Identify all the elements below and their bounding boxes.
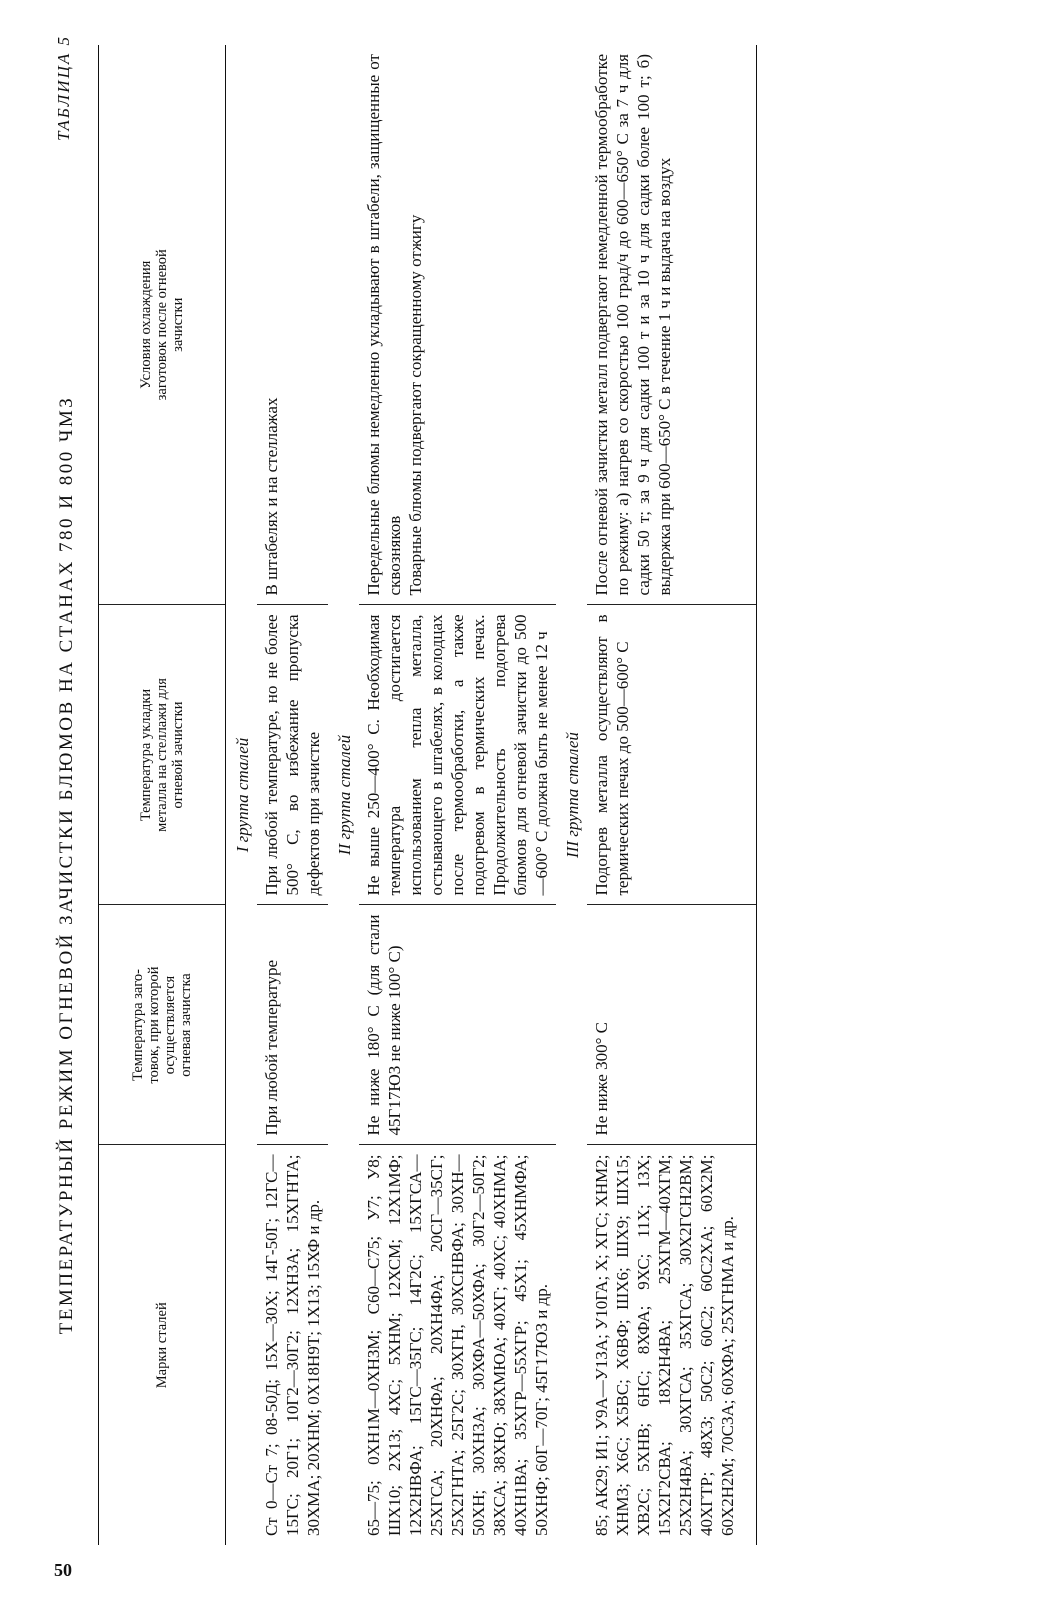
- group-1-label: I группа сталей: [233, 737, 252, 853]
- header-steel-grades: Марки сталей: [99, 1145, 226, 1545]
- table-row: [587, 45, 757, 1545]
- group-heading-row: [556, 45, 587, 1545]
- table-row: [359, 45, 556, 1545]
- group-3-cooling: После огневой зачистки металл подвергают немедленной термообработке по режиму: а) нагрев со скоростью 100 град/ч до 600—650° С за 7 ч для садки 50 т; за 9 ч для садки 100 т и за 10 ч для садки более 100 т; б) выдержка при 600—650° С в течение 1 ч и выдача на воздух: [587, 45, 757, 605]
- group-heading-row: [328, 45, 359, 1545]
- group-2-processing-temperature: Не ниже 180° С (для стали 45Г17Ю3 не ниже 100° С): [359, 905, 556, 1145]
- header-processing-temperature: Температура заго- товок, при которой осуществляется огневая зачистка: [99, 905, 226, 1145]
- header-cooling-conditions: Условия охлаждения заготовок после огневой зачистки: [99, 45, 226, 605]
- group-3-rack-temperature: Подогрев металла осуществляют в термических печах до 500—600° С: [587, 605, 757, 905]
- rotated-table-page: [50, 35, 1010, 1545]
- group-1-cooling: В штабелях и на стеллажах: [257, 45, 328, 605]
- group-3-processing-temperature: Не ниже 300° С: [587, 905, 757, 1145]
- group-3-label: III группа сталей: [563, 732, 582, 858]
- header-rack-temperature: Температура укладки металла на стеллажи для огневой зачистки: [99, 605, 226, 905]
- title-row: [50, 35, 94, 1545]
- group-1-steels: Ст 0—Ст 7; 08-50Д; 15Х—30Х; 14Г-50Г; 12ГС—15ГС; 20Г1; 10Г2—30Г2; 12ХН3А; 15ХГНТА; 30ХМА; 20ХНМ; 0Х18Н9Т; 1Х13; 15ХФ и др.: [262, 1154, 323, 1536]
- group-heading-row: [226, 45, 258, 1545]
- group-2-steels: 65—75; 0ХН1М—0ХН3М; С60—С75; У7; У8; ШХ10; 2Х13; 4ХС; 5ХНМ; 12ХСМ; 12Х1МФ; 12Х2НВФА; 15ГС—35ГС; 14Г2С; 15ХГСА—25ХГСА; 20ХНФА; 20ХН4ФА; 20СГ—35СГ; 25Х2ГНТА; 25Г2С; 30ХГН, 30ХСНВФА; 30ХН—50ХН; 30ХН3А; 30ХФА—50ХФА; 30Г2—50Г2; 38ХСА; 38ХЮ; 38ХМЮА; 40ХГ; 40ХС; 40ХНМА; 40ХН1ВА; 35ХГР—55ХГР; 45Х1; 45ХНМФА; 50ХНФ; 60Г—70Г; 45Г17Ю3 и др.: [364, 1154, 551, 1536]
- group-1-processing-temperature: При любой температуре: [257, 905, 328, 1145]
- table-row: [257, 45, 328, 1545]
- steel-grades-table: [98, 45, 757, 1545]
- group-2-label: II группа сталей: [335, 734, 354, 856]
- group-2-rack-temperature: Не выше 250—400° С. Необходимая температура достигается использованием тепла металла, остывающего в штабелях, в колодцах после термообработки, а также подогревом в термических печах. Продолжительность подогрева блюмов для огневой зачистки до 500—600° С должна быть не менее 12 ч: [359, 605, 556, 905]
- group-2-cooling: Передельные блюмы немедленно укладывают в штабели, защищенные от сквозняков Товарные блюмы подвергают сокращенному отжигу: [359, 45, 556, 605]
- page-number: 50: [54, 1560, 72, 1580]
- group-1-rack-temperature: При любой температуре, но не более 500° С, во избежание пропуска дефектов при зачистке: [257, 605, 328, 905]
- table-number: ТАБЛИЦА 5: [54, 35, 73, 141]
- table-header-row: [99, 45, 226, 1545]
- group-3-steels: 85; АК29; И1; У9А—У13А; У10ГА; Х; ХГС; ХНМ2; ХНМ3; Х6С; Х5ВС; Х6ВФ; ШХ6; ШХ9; ШХ15; ХВ2С; 5ХНВ; 6НС; 8ХФА; 9ХС; 11Х; 13Х; 15Х2Г2СВА; 18Х2Н4ВА; 25ХГМ—40ХГМ; 25Х2Н4ВА; 30ХГСА; 35ХГСА; 30Х2ГСН2ВМ; 40ХГТР; 48Х3; 50С2; 60С2; 60С2ХА; 60Х2М; 60Х2Н2М; 70С3А; 60ХФА; 25ХГНМА и др.: [587, 1145, 757, 1545]
- table-title: ТЕМПЕРАТУРНЫЙ РЕЖИМ ОГНЕВОЙ ЗАЧИСТКИ БЛЮМОВ НА СТАНАХ 780 И 800 ЧМЗ: [56, 395, 77, 1335]
